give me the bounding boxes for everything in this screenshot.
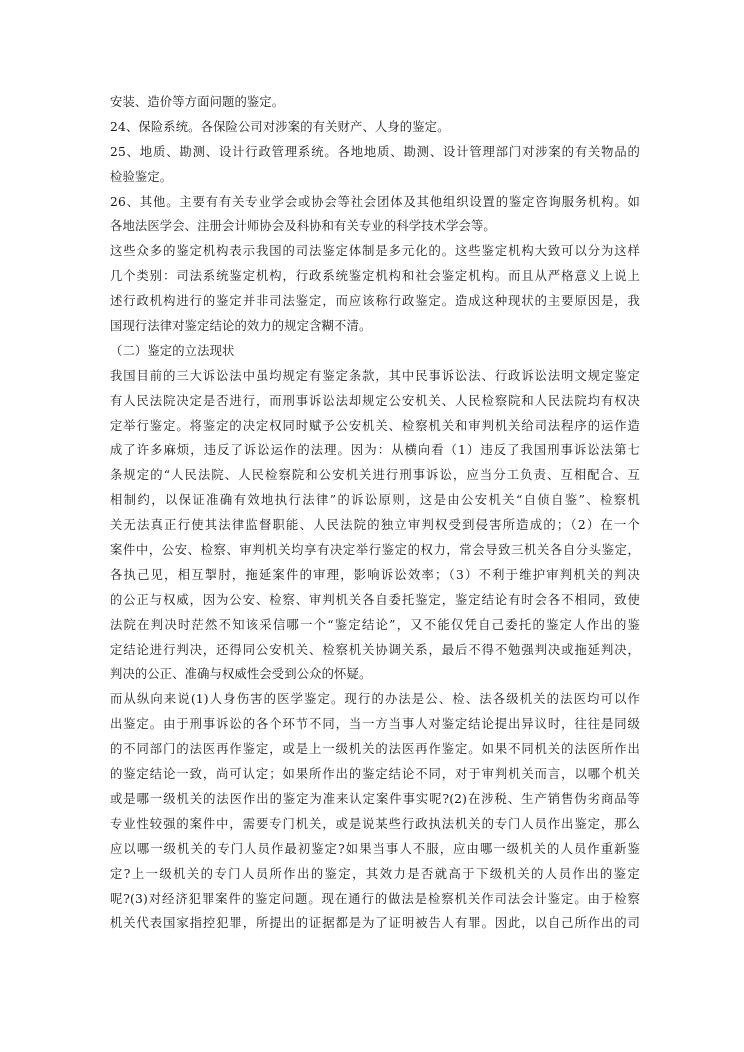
text-line: 这些众多的鉴定机构表示我国的司法鉴定体制是多元化的。这些鉴定机构大致可以分为这样 xyxy=(110,244,640,259)
text-line: 而从纵向来说(1)人身伤害的医学鉴定。现行的办法是公、检、法各级机关的法医均可以作 xyxy=(110,692,640,707)
text-line: 机关代表国家指控犯罪，所提出的证据都是为了证明被告人有罪。因此，以自己所作出的司 xyxy=(110,916,640,931)
text-line: 我国目前的三大诉讼法中虽均规定有鉴定条款，其中民事诉讼法、行政诉讼法明文规定鉴定 xyxy=(110,368,640,383)
text-line: 安装、造价等方面问题的鉴定。 xyxy=(110,95,285,109)
text-line: 判决的公正、准确与权威性会受到公众的怀疑。 xyxy=(110,667,372,682)
text-line: 的公正与权威，因为公安、检察、审判机关各自委托鉴定，鉴定结论有时会各不相同，致使 xyxy=(110,592,640,607)
text-line: 25、地质、勘测、设计行政管理系统。各地地质、勘测、设计管理部门对涉案的有关物品的 xyxy=(110,144,640,159)
text-line: 的鉴定结论一致，尚可认定；如果所作出的鉴定结论不同，对于审判机关而言，以哪个机关 xyxy=(110,767,640,782)
text-line: 条规定的“人民法院、人民检察院和公安机关进行刑事诉讼，应当分工负责、互相配合、互 xyxy=(110,468,640,483)
text-line: 定结论进行判决，还得同公安机关、检察机关协调关系，最后不得不勉强判决或拖延判决， xyxy=(110,642,640,657)
text-line: 法院在判决时茫然不知该采信哪一个“鉴定结论”，又不能仅凭自己委托的鉴定人作出的鉴 xyxy=(110,617,640,632)
text-line: 相制约，以保证准确有效地执行法律”的诉讼原则，这是由公安机关“自侦自鉴”、检察机 xyxy=(110,493,640,508)
text-line: 成了许多麻烦，违反了诉讼运作的法理。因为：从横向看（1）违反了我国刑事诉讼法第七 xyxy=(110,443,640,458)
text-line: 定举行鉴定。将鉴定的决定权同时赋予公安机关、检察机关和审判机关给司法程序的运作造 xyxy=(110,418,640,433)
text-line: 呢?(3)对经济犯罪案件的鉴定问题。现在通行的做法是检察机关作司法会计鉴定。由于检察 xyxy=(110,891,640,906)
text-line: 应以哪一级机关的专门人员作最初鉴定?如果当事人不服，应由哪一级机关的人员作重新鉴 xyxy=(110,841,640,856)
text-line: 几个类别：司法系统鉴定机构，行政系统鉴定机构和社会鉴定机构。而且从严格意义上说上 xyxy=(110,269,640,284)
text-line: 或是哪一级机关的法医作出的鉴定为准来认定案件事实呢?(2)在涉税、生产销售伪劣商品等 xyxy=(110,791,640,806)
text-line: 关无法真正行使其法律监督职能、人民法院的独立审判权受到侵害所造成的；（2）在一个 xyxy=(110,518,640,533)
text-line: 各执己见，相互掣肘，拖延案件的审理，影响诉讼效率；（3）不利于维护审判机关的判决 xyxy=(110,567,640,582)
text-line: 26、其他。主要有有关专业学会或协会等社会团体及其他组织设置的鉴定咨询服务机构。如 xyxy=(110,194,640,209)
text-line: 检验鉴定。 xyxy=(110,169,173,184)
text-line: （二）鉴定的立法现状 xyxy=(110,343,235,358)
text-line: 国现行法律对鉴定结论的效力的规定含糊不清。 xyxy=(110,319,372,334)
text-line: 定?上一级机关的专门人员所作出的鉴定，其效力是否就高于下级机关的人员作出的鉴定 xyxy=(110,866,640,881)
text-line: 有人民法院决定是否进行，而刑事诉讼法却规定公安机关、人民检察院和人民法院均有权决 xyxy=(110,393,640,408)
text-line: 出鉴定。由于刑事诉讼的各个环节不同，当一方当事人对鉴定结论提出异议时，往往是同级 xyxy=(110,717,640,732)
text-line: 各地法医学会、注册会计师协会及科协和有关专业的科学技术学会等。 xyxy=(110,219,496,234)
text-line: 的不同部门的法医再作鉴定，或是上一级机关的法医再作鉴定。如果不同机关的法医所作出 xyxy=(110,742,640,757)
text-line: 述行政机构进行的鉴定并非司法鉴定，而应该称行政鉴定。造成这种现状的主要原因是，我 xyxy=(110,294,640,309)
text-line: 案件中，公安、检察、审判机关均享有决定举行鉴定的权力，常会导致三机关各自分头鉴定， xyxy=(110,543,640,558)
text-line: 专业性较强的案件中，需要专门机关，或是说某些行政执法机关的专门人员作出鉴定，那么 xyxy=(110,816,640,831)
text-line: 24、保险系统。各保险公司对涉案的有关财产、人身的鉴定。 xyxy=(110,119,450,134)
document-page xyxy=(110,90,640,936)
